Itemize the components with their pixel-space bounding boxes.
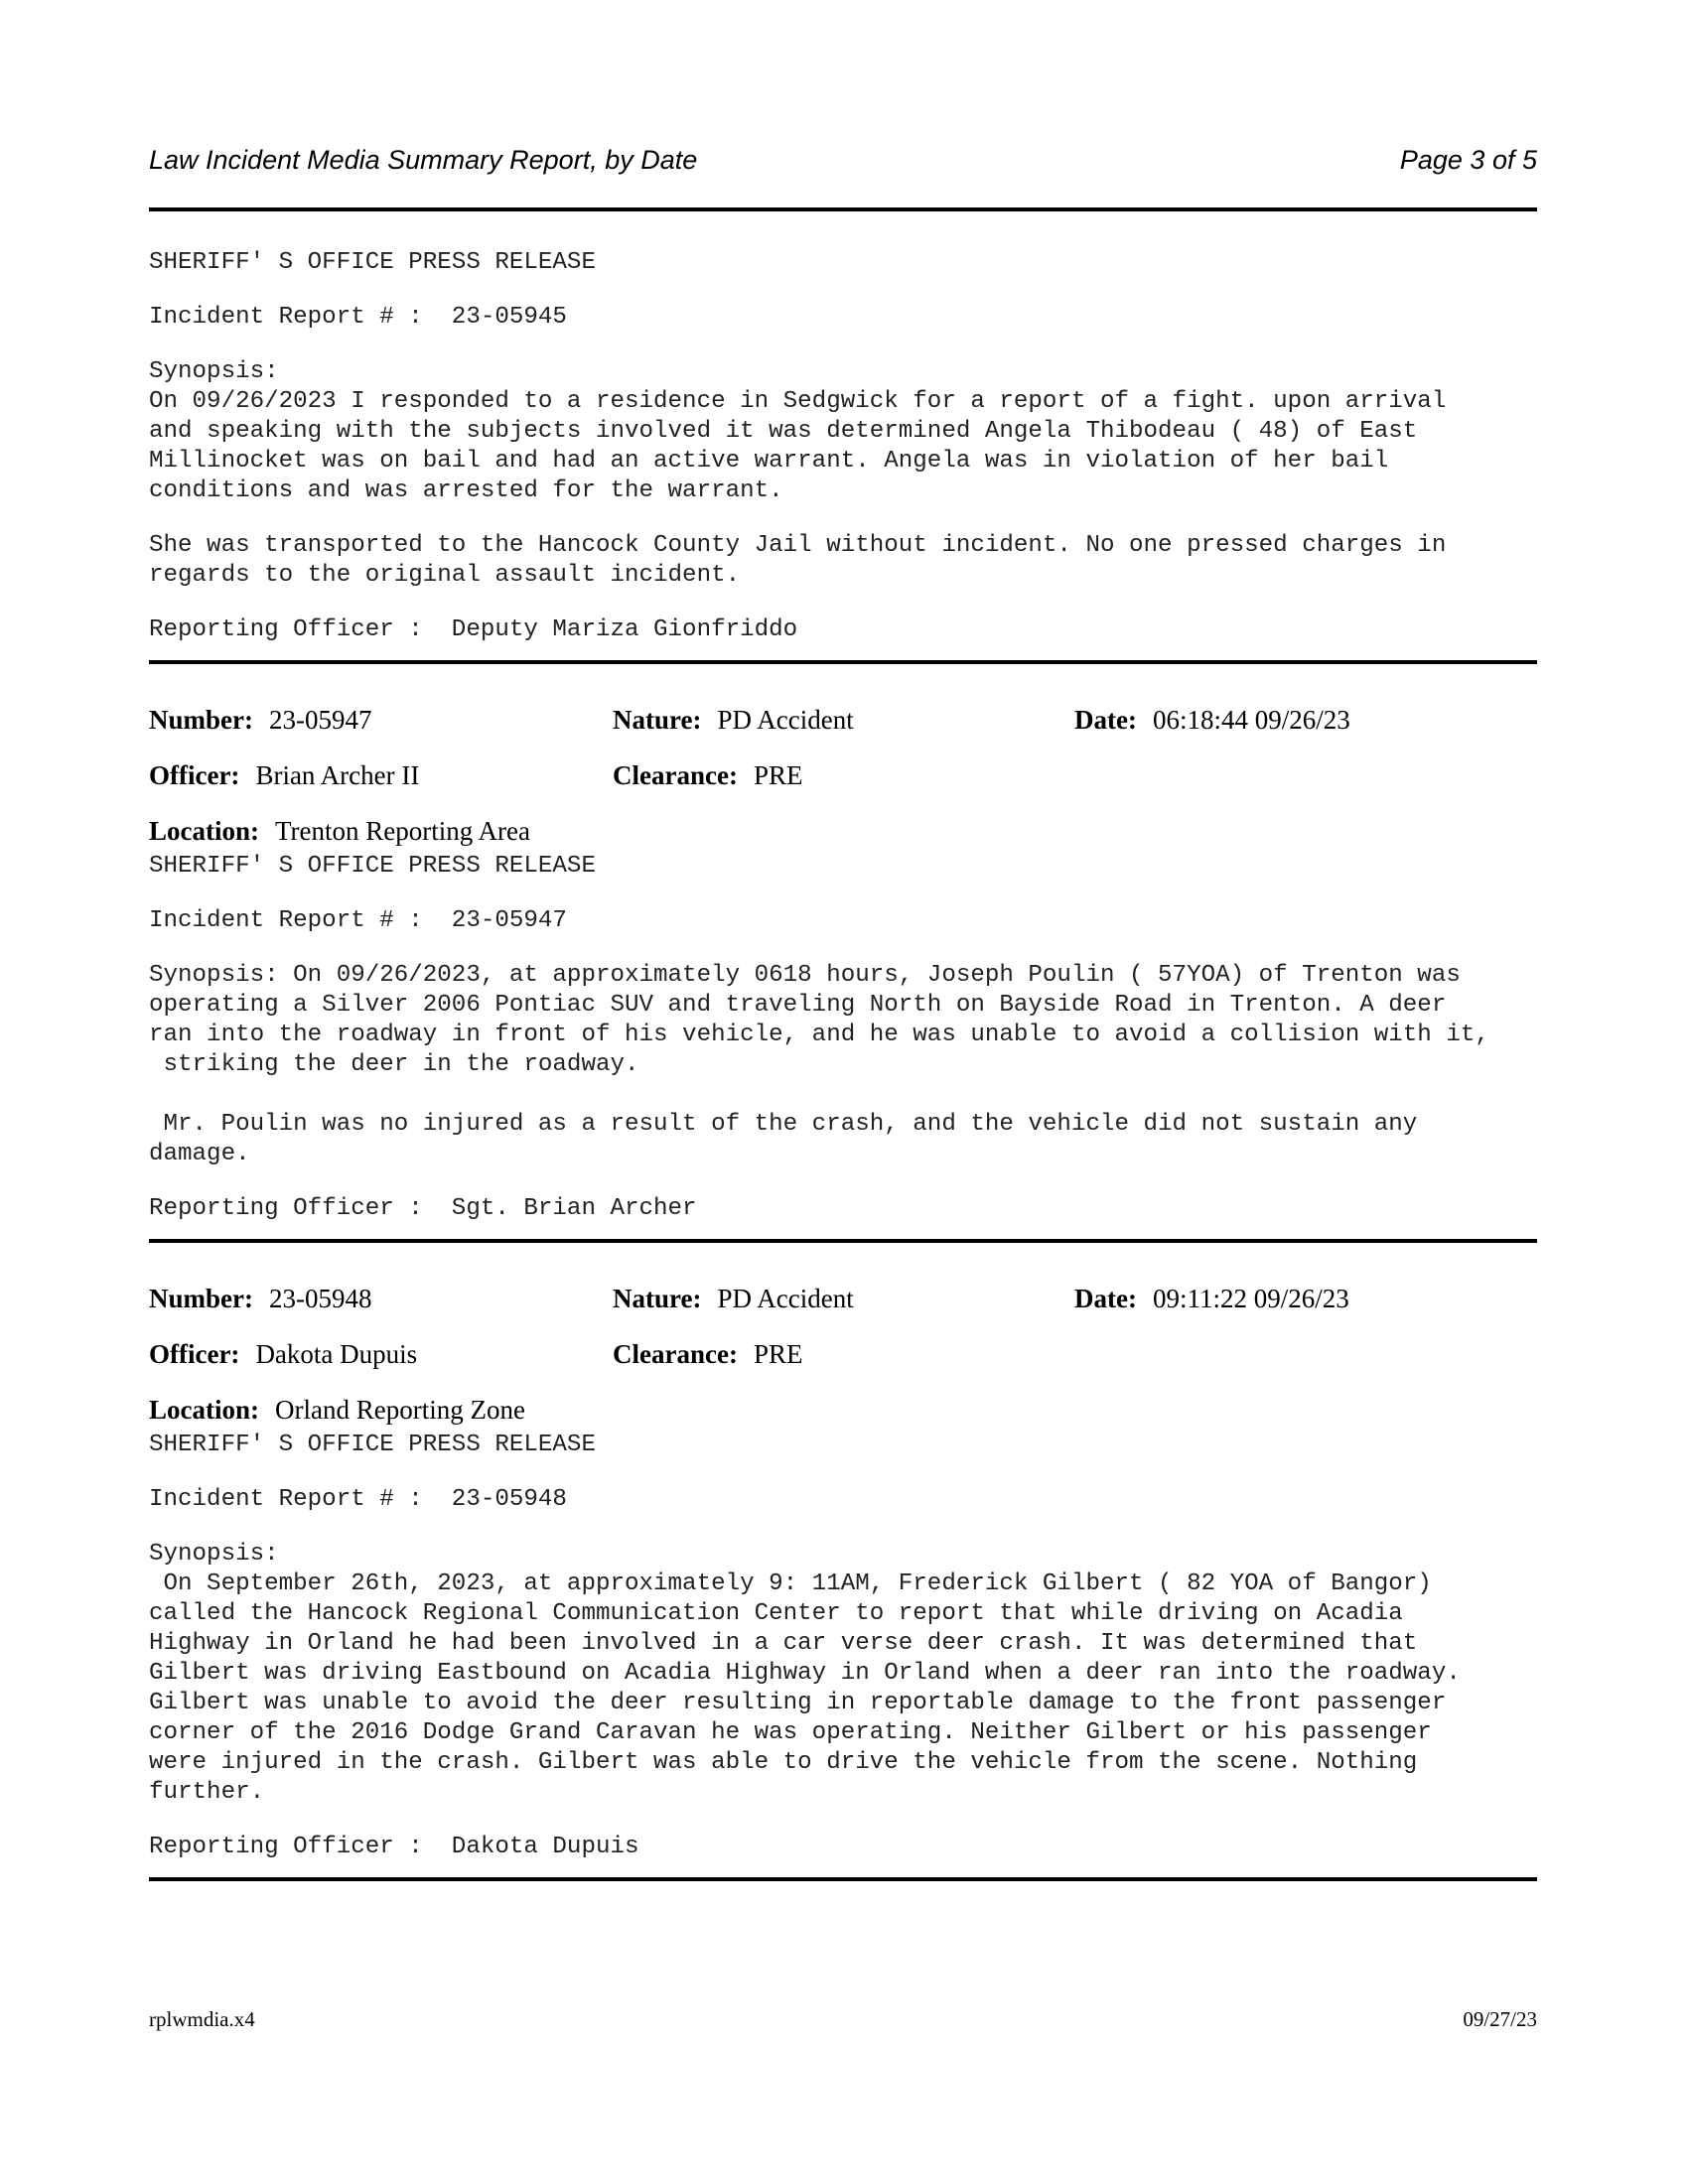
page-number: Page 3 of 5 <box>1399 145 1537 175</box>
header-divider <box>149 207 1537 211</box>
clearance-field: Clearance: PRE <box>613 760 803 790</box>
incident-nature-field: Nature: PD Accident <box>613 705 854 735</box>
incident-report-number: Incident Report # : 23-05948 <box>149 1486 567 1513</box>
synopsis-text: Synopsis: On 09/26/2023 I responded to a residence in Sedgwick for a report of a fight. upon arrival and speaking with the subjects involved it was determined Angela Thibodeau ( 48) of East Millinocket was on bail and had an active warrant. Angela was in violation of her bail conditions and was arrested for the warrant. <box>149 358 1447 504</box>
incident-nature-field: Nature: PD Accident <box>613 1284 854 1313</box>
incident-number-field: Number: 23-05948 <box>149 1284 372 1313</box>
incident-report-number: Incident Report # : 23-05947 <box>149 907 567 934</box>
incident-date-field: Date: 06:18:44 09/26/23 <box>1074 705 1350 735</box>
reporting-officer: Reporting Officer : Sgt. Brian Archer <box>149 1195 697 1222</box>
officer-field: Officer: Dakota Dupuis <box>149 1339 418 1369</box>
synopsis-text: Synopsis: On 09/26/2023, at approximately 0618 hours, Joseph Poulin ( 57YOA) of Trenton was operating a Silver 2006 Pontiac SUV and traveling North on Bayside Road in Trenton. A deer ran into the roadway in front of his vehicle, and he was unable to avoid a collision with it, striking the deer in the roadway. <box>149 962 1489 1078</box>
print-date: 09/27/23 <box>1463 2007 1537 2031</box>
officer-field: Officer: Brian Archer II <box>149 760 420 790</box>
synopsis-text: Synopsis: On September 26th, 2023, at approximately 9: 11AM, Frederick Gilbert ( 82 YOA of Bangor) called the Hancock Regional Communication Center to report that while driving on Acadia Highway in Orland he had been involved in a car verse deer crash. It was determined that Gilbert was driving Eastbound on Acadia Highway in Orland when a deer ran into the roadway. Gilbert was unable to avoid the deer resulting in reportable damage to the front passenger corner of the 2016 Dodge Grand Caravan he was operating. Neither Gilbert or his passenger were injured in the crash. Gilbert was able to drive the vehicle from the scene. Nothing further. <box>149 1541 1461 1806</box>
press-release-label: SHERIFF' S OFFICE PRESS RELEASE <box>149 853 596 880</box>
synopsis-text-continued: She was transported to the Hancock County Jail without incident. No one pressed charges in regards to the original assault incident. <box>149 532 1447 589</box>
incident-date-field: Date: 09:11:22 09/26/23 <box>1074 1284 1349 1313</box>
entry-divider <box>149 1877 1537 1881</box>
location-field: Location: Orland Reporting Zone <box>149 1395 525 1425</box>
synopsis-text-continued: Mr. Poulin was no injured as a result of the crash, and the vehicle did not sustain any damage. <box>149 1111 1418 1167</box>
incident-number-field: Number: 23-05947 <box>149 705 372 735</box>
entry-divider <box>149 1239 1537 1243</box>
report-header <box>149 145 1537 185</box>
incident-report-number: Incident Report # : 23-05945 <box>149 304 567 331</box>
press-release-label: SHERIFF' S OFFICE PRESS RELEASE <box>149 249 596 276</box>
clearance-field: Clearance: PRE <box>613 1339 803 1369</box>
press-release-label: SHERIFF' S OFFICE PRESS RELEASE <box>149 1432 596 1458</box>
reporting-officer: Reporting Officer : Deputy Mariza Gionfriddo <box>149 616 798 643</box>
entry-divider <box>149 660 1537 664</box>
report-title: Law Incident Media Summary Report, by Date <box>149 145 698 175</box>
report-id: rplwmdia.x4 <box>149 2007 255 2031</box>
reporting-officer: Reporting Officer : Dakota Dupuis <box>149 1834 639 1860</box>
location-field: Location: Trenton Reporting Area <box>149 816 530 846</box>
